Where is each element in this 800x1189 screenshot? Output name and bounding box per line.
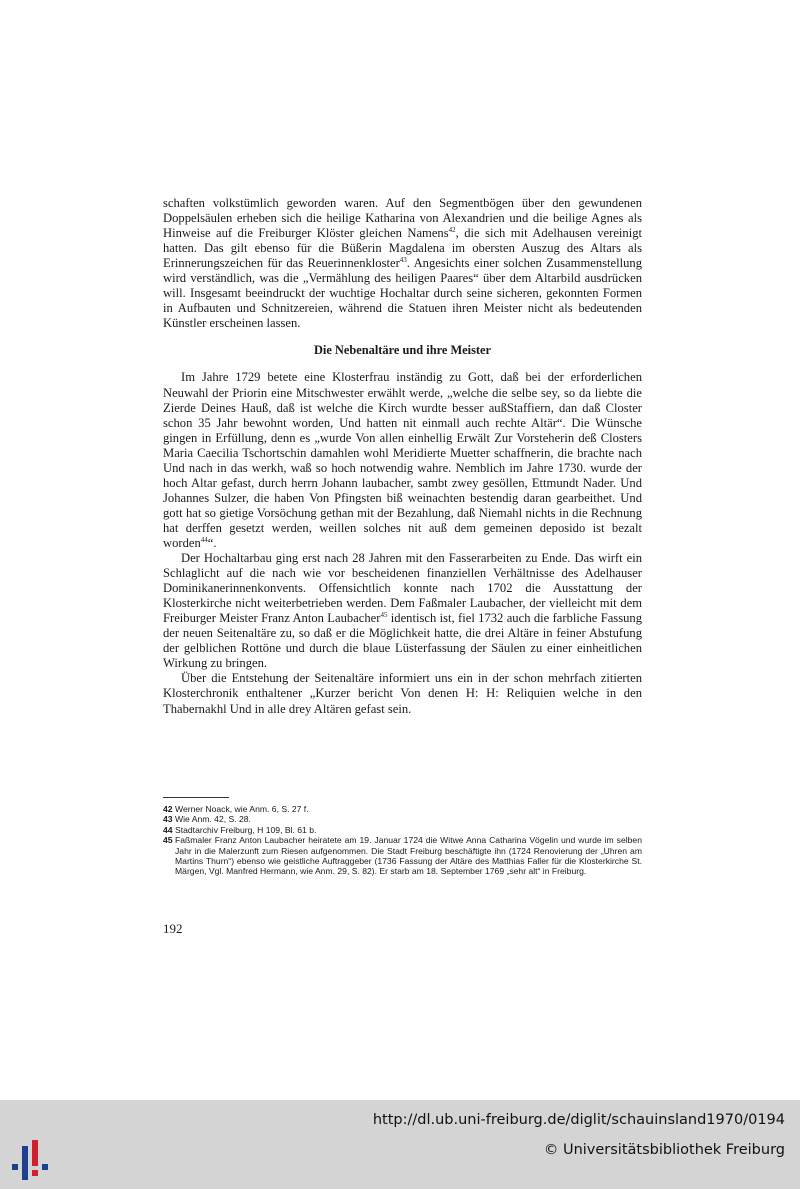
paragraph-text: identisch ist, fiel 1732 auch die farbliche Fassung der neuen Seitenaltäre zu, so daß er die Möglichkeit hatte, die drei Altäre in feiner Abstufung der gelblichen Rottöne und durch die blaue Lüsterfassung der Säulen zu einer einheitlichen Wirkung zu bringen. xyxy=(163,611,642,671)
footnote-text: Werner Noack, wie Anm. 6, S. 27 f. xyxy=(175,804,309,814)
footnote-divider xyxy=(163,797,229,798)
footnote-44 xyxy=(163,825,642,835)
copyright-notice: © Universitätsbibliothek Freiburg xyxy=(543,1142,785,1158)
paragraph-4: Über die Entstehung der Seitenaltäre informiert uns ein in der schon mehrfach zitierten Klosterchronik enthaltener „Kurzer bericht Von denen H: H: Reliquien welche in den Thabernakhl Und in alle drey Altären gefast sein. xyxy=(163,671,642,716)
footnote-ref-42[interactable]: 42 xyxy=(448,225,456,234)
footnote-text: Stadtarchiv Freiburg, H 109, Bl. 61 b. xyxy=(175,824,317,835)
paragraph-text: “. xyxy=(207,535,217,550)
paragraph-1 xyxy=(163,196,642,331)
paragraph-text: Im Jahre 1729 betete eine Klosterfrau inständig zu Gott, daß bei der erforderlichen Neuwahl der Priorin eine Mitschwester erwählt werde, „welche die selbe sey, so da liebte die Zierde Deines Hauß, daß ist welche die Kirch wurdte besser außStaffiern, dan daß Closter schon 35 Jahr bewohnt worden, Und hatten nit einmall auch rechte Altär“. Die Wünsche gingen in Erfüllung, denn es „wurde Von allen einhellig Erwält Zur Vorsteherin deß Closters Maria Caecilia Tschortschin damahlen wohl Meridierte Muetter schaffnerin, die brachte nach Und nach in das werkh, waß so hoch notwendig wahre. Nemblich im Jahre 1730. wurde der hoch Altar gefast, durch herrn Johann laubacher, sambt zwey gesöllen, Ettmundt Nader. Und Johannes Sulzer, die haben Von Pfingsten biß weinachten bestendig daran gearbeithet. Und gott hat so gietige Vorsöchung gethan mit der Bezahlung, daß Niemahl nichts in die Rechnung hat derffen gesetzt werden, weillen solches nit auß dem gemeinen deposido ist bezalt worden xyxy=(163,370,642,550)
footnote-number: 43 xyxy=(163,814,173,825)
footnote-ref-45[interactable]: 45 xyxy=(380,611,388,620)
footnote-text: Faßmaler Franz Anton Laubacher heiratete am 19. Januar 1724 die Witwe Anna Catharina Vögelin und wurde im selben Jahr in die Malerzunft zum Riesen aufgenommen. Die Stadt Freiburg beschäftigte ihn (1724 Renovierung der „Uhren am Martins Thurn“) ebenso wie geistliche Auftraggeber (1736 Fassung der Altäre des Matthias Faller für die Klosterkirche St. Märgen, Vgl. Manfred Hermann, wie Anm. 29, S. 82). Er starb am 18. September 1769 „sehr alt“ in Freiburg. xyxy=(175,835,642,877)
footnote-ref-43[interactable]: 43 xyxy=(399,256,407,264)
permalink-url[interactable]: http://dl.ub.uni-freiburg.de/diglit/schauinsland1970/0194 xyxy=(372,1112,785,1128)
paragraph-text: Der Hochaltarbau ging erst nach 28 Jahren mit den Fasserarbeiten zu Ende. Das wirft ein Schlaglicht auf die nach wie vor bescheidenen finanziellen Verhältnisse des Adelhauser Dominikanerinnenkonvents. Offensichtlich konnte nach 1702 die Ausstattung der Klosterkirche nicht weiterbetrieben werden. Dem Faßmaler Laubacher, der vielleicht mit dem Freiburger Meister Franz Anton Laubacher xyxy=(163,551,642,626)
paragraph-text: . Angesichts einer solchen Zusammenstellung wird verständlich, was die „Vermählung des heiligen Paares“ über dem Altarbild ausdrücken will. Insgesamt beeindruckt der wuchtige Hochaltar durch seine sicheren, gekonnten Formen in Aufbauten und Schnitzereien, während die Statuen ihren Meister nicht als bedeutenden Künstler erscheinen lassen. xyxy=(163,256,642,331)
footnote-text: Wie Anm. 42, S. 28. xyxy=(175,814,251,825)
page-number: 192 xyxy=(163,921,183,936)
ub-freiburg-logo-icon xyxy=(10,1140,54,1180)
section-heading: Die Nebenaltäre und ihre Meister xyxy=(313,343,492,358)
paragraph-3 xyxy=(163,551,642,671)
footnote-42 xyxy=(163,804,642,814)
paragraph-text: , die sich mit Adelhausen vereinigt hatten. Das gilt ebenso für die Büßerin Magdalena im obersten Auszug des Altars als Erinnerungszeichen für das Reuerinnenkloster xyxy=(163,226,642,271)
footnote-43 xyxy=(163,814,642,824)
footnote-ref-44[interactable]: 44 xyxy=(200,535,208,544)
paragraph-2 xyxy=(163,370,642,551)
footnote-number: 45 xyxy=(163,835,173,846)
body-text xyxy=(163,196,642,717)
footnotes xyxy=(163,804,642,877)
footnote-number: 42 xyxy=(163,804,173,814)
viewer-footer xyxy=(0,1100,800,1189)
paragraph-text: schaften volkstümlich geworden waren. Auf den Segmentbögen über den gewundenen Doppelsäulen erheben sich die heilige Katharina von Alexandrien und die beilige Agnes als Hinweise auf die Freiburger Klöster gleichen Namens xyxy=(163,196,642,241)
footnote-45 xyxy=(163,835,642,877)
footnote-number: 44 xyxy=(163,824,173,835)
